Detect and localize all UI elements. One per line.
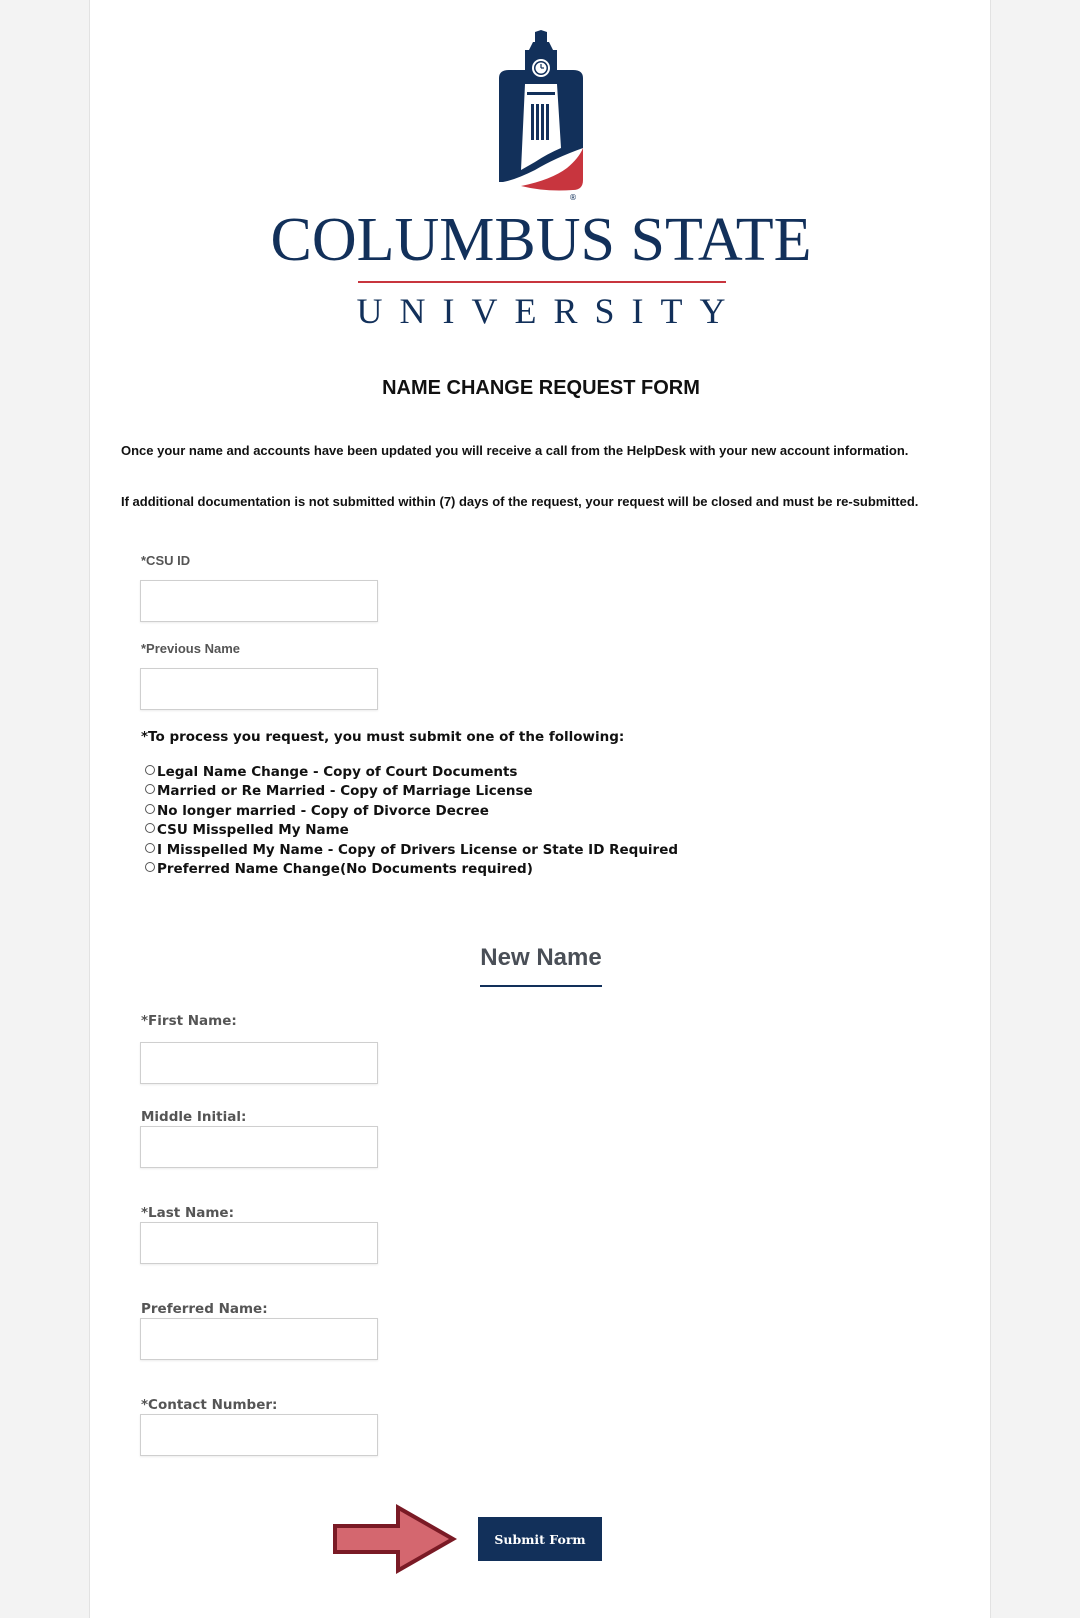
doc-option-preferred-name[interactable] [145,860,678,880]
doc-option-self-misspelled[interactable] [145,840,678,860]
form-page [89,0,991,1618]
doc-option-label: No longer married - Copy of Divorce Decree [157,802,489,819]
doc-option-label: CSU Misspelled My Name [157,822,349,839]
first-name-input[interactable] [140,1042,378,1084]
first-name-label: *First Name: [141,1013,237,1029]
previous-name-label: *Previous Name [141,641,240,656]
radio-button[interactable] [145,765,155,775]
doc-option-legal-name-change[interactable] [145,762,678,782]
preferred-name-label: Preferred Name: [141,1301,268,1317]
arrow-right-icon [330,1500,462,1578]
radio-button[interactable] [145,862,155,872]
contact-number-input[interactable] [140,1414,378,1456]
last-name-input[interactable] [140,1222,378,1264]
last-name-label: *Last Name: [141,1205,234,1221]
radio-button[interactable] [145,804,155,814]
middle-initial-input[interactable] [140,1126,378,1168]
doc-option-label: Preferred Name Change(No Documents required) [157,861,533,878]
account-update-notice: Once your name and accounts have been updated you will receive a call from the HelpDesk with your new account information. [121,443,909,458]
csu-id-label: *CSU ID [141,553,191,568]
middle-initial-label: Middle Initial: [141,1109,247,1125]
preferred-name-input[interactable] [140,1318,378,1360]
documentation-options [145,762,678,879]
doc-option-married[interactable] [145,782,678,802]
doc-option-label: Married or Re Married - Copy of Marriage License [157,783,533,800]
logo-university: UNIVERSITY [356,291,743,331]
radio-button[interactable] [145,784,155,794]
submit-form-button[interactable]: Submit Form [478,1517,602,1561]
page-title: NAME CHANGE REQUEST FORM [382,377,700,399]
documentation-deadline-notice: If additional documentation is not submitted within (7) days of the request, your request will be closed and must be re-submitted. [121,494,919,509]
doc-option-label: I Misspelled My Name - Copy of Drivers License or State ID Required [157,841,679,858]
previous-name-input[interactable] [140,668,378,710]
doc-option-csu-misspelled[interactable] [145,821,678,841]
doc-option-divorced[interactable] [145,801,678,821]
doc-option-label: Legal Name Change - Copy of Court Documents [157,763,518,780]
radio-button[interactable] [145,843,155,853]
new-name-heading-underline [480,985,602,987]
university-logo-icon [495,30,587,202]
logo-wordmark: COLUMBUS STATE [270,206,812,274]
csu-id-input[interactable] [140,580,378,622]
radio-button[interactable] [145,823,155,833]
contact-number-label: *Contact Number: [141,1397,278,1413]
new-name-heading: New Name [480,944,602,971]
svg-text:®: ® [569,193,577,202]
documentation-instructions: *To process you request, you must submit one of the following: [141,729,625,745]
logo-divider [358,281,726,283]
